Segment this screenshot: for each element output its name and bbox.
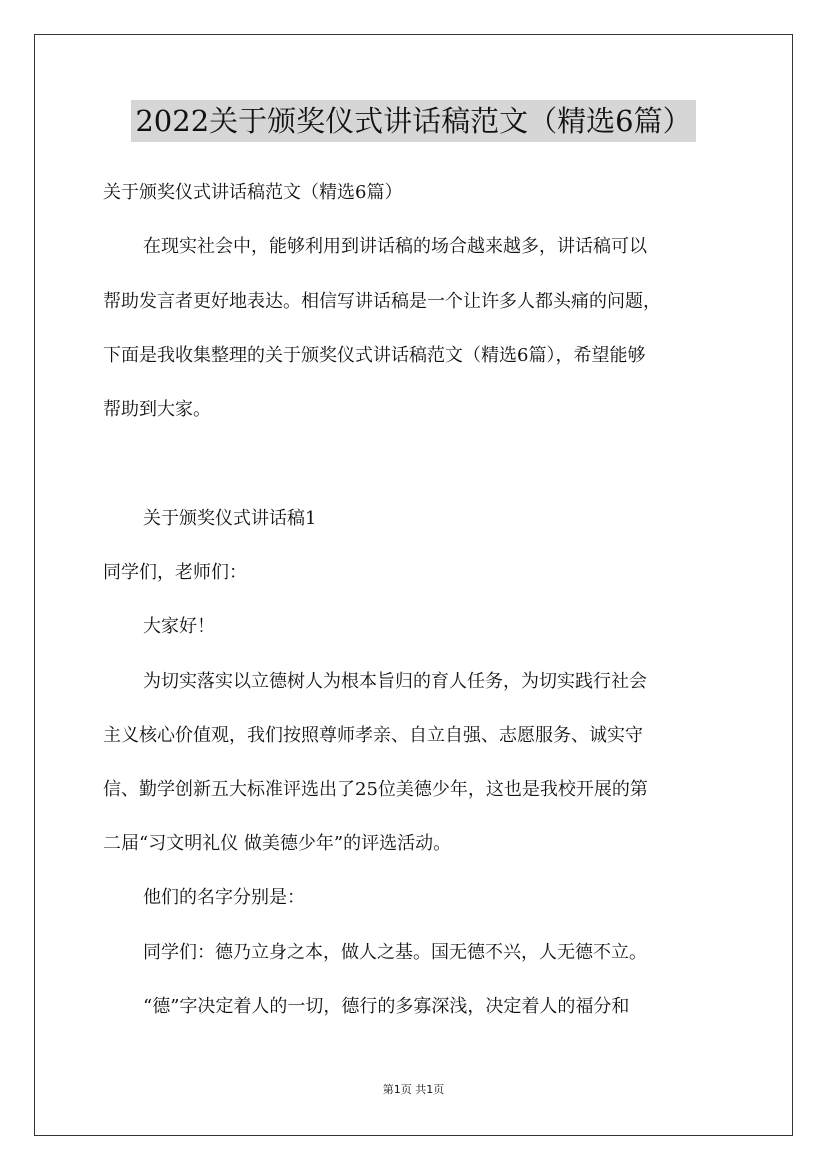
paragraph-line: 同学们：德乃立身之本，做人之基。国无德不兴，人无德不立。 [143,942,647,963]
salutation-line: 同学们，老师们： [103,562,247,583]
page-footer: 第1页 共1页 [382,1083,445,1096]
paragraph-line: 信、勤学创新五大标准评选出了25位美德少年，这也是我校开展的第 [103,779,648,800]
paragraph-line: 主义核心价值观，我们按照尊师孝亲、自立自强、志愿服务、诚实守 [103,725,643,746]
paragraph-line: 二届“习文明礼仪 做美德少年”的评选活动。 [103,833,452,854]
paragraph-line: 他们的名字分别是： [143,887,305,908]
subtitle-line: 关于颁奖仪式讲话稿范文（精选6篇） [103,182,403,203]
paragraph-line: 帮助到大家。 [103,399,211,420]
title-container [0,100,827,142]
paragraph-line: 为切实落实以立德树人为根本旨归的育人任务，为切实践行社会 [143,671,647,692]
paragraph-line: 下面是我收集整理的关于颁奖仪式讲话稿范文（精选6篇），希望能够 [103,345,646,366]
section-heading: 关于颁奖仪式讲话稿1 [143,508,317,529]
greeting-line: 大家好！ [143,616,215,637]
document-title: 2022关于颁奖仪式讲话稿范文（精选6篇） [131,100,695,142]
paragraph-line: 帮助发言者更好地表达。相信写讲话稿是一个让许多人都头痛的问题， [103,291,661,312]
paragraph-line: 在现实社会中，能够利用到讲话稿的场合越来越多，讲话稿可以 [143,236,647,257]
paragraph-line: “德”字决定着人的一切，德行的多寡深浅，决定着人的福分和 [143,996,630,1017]
